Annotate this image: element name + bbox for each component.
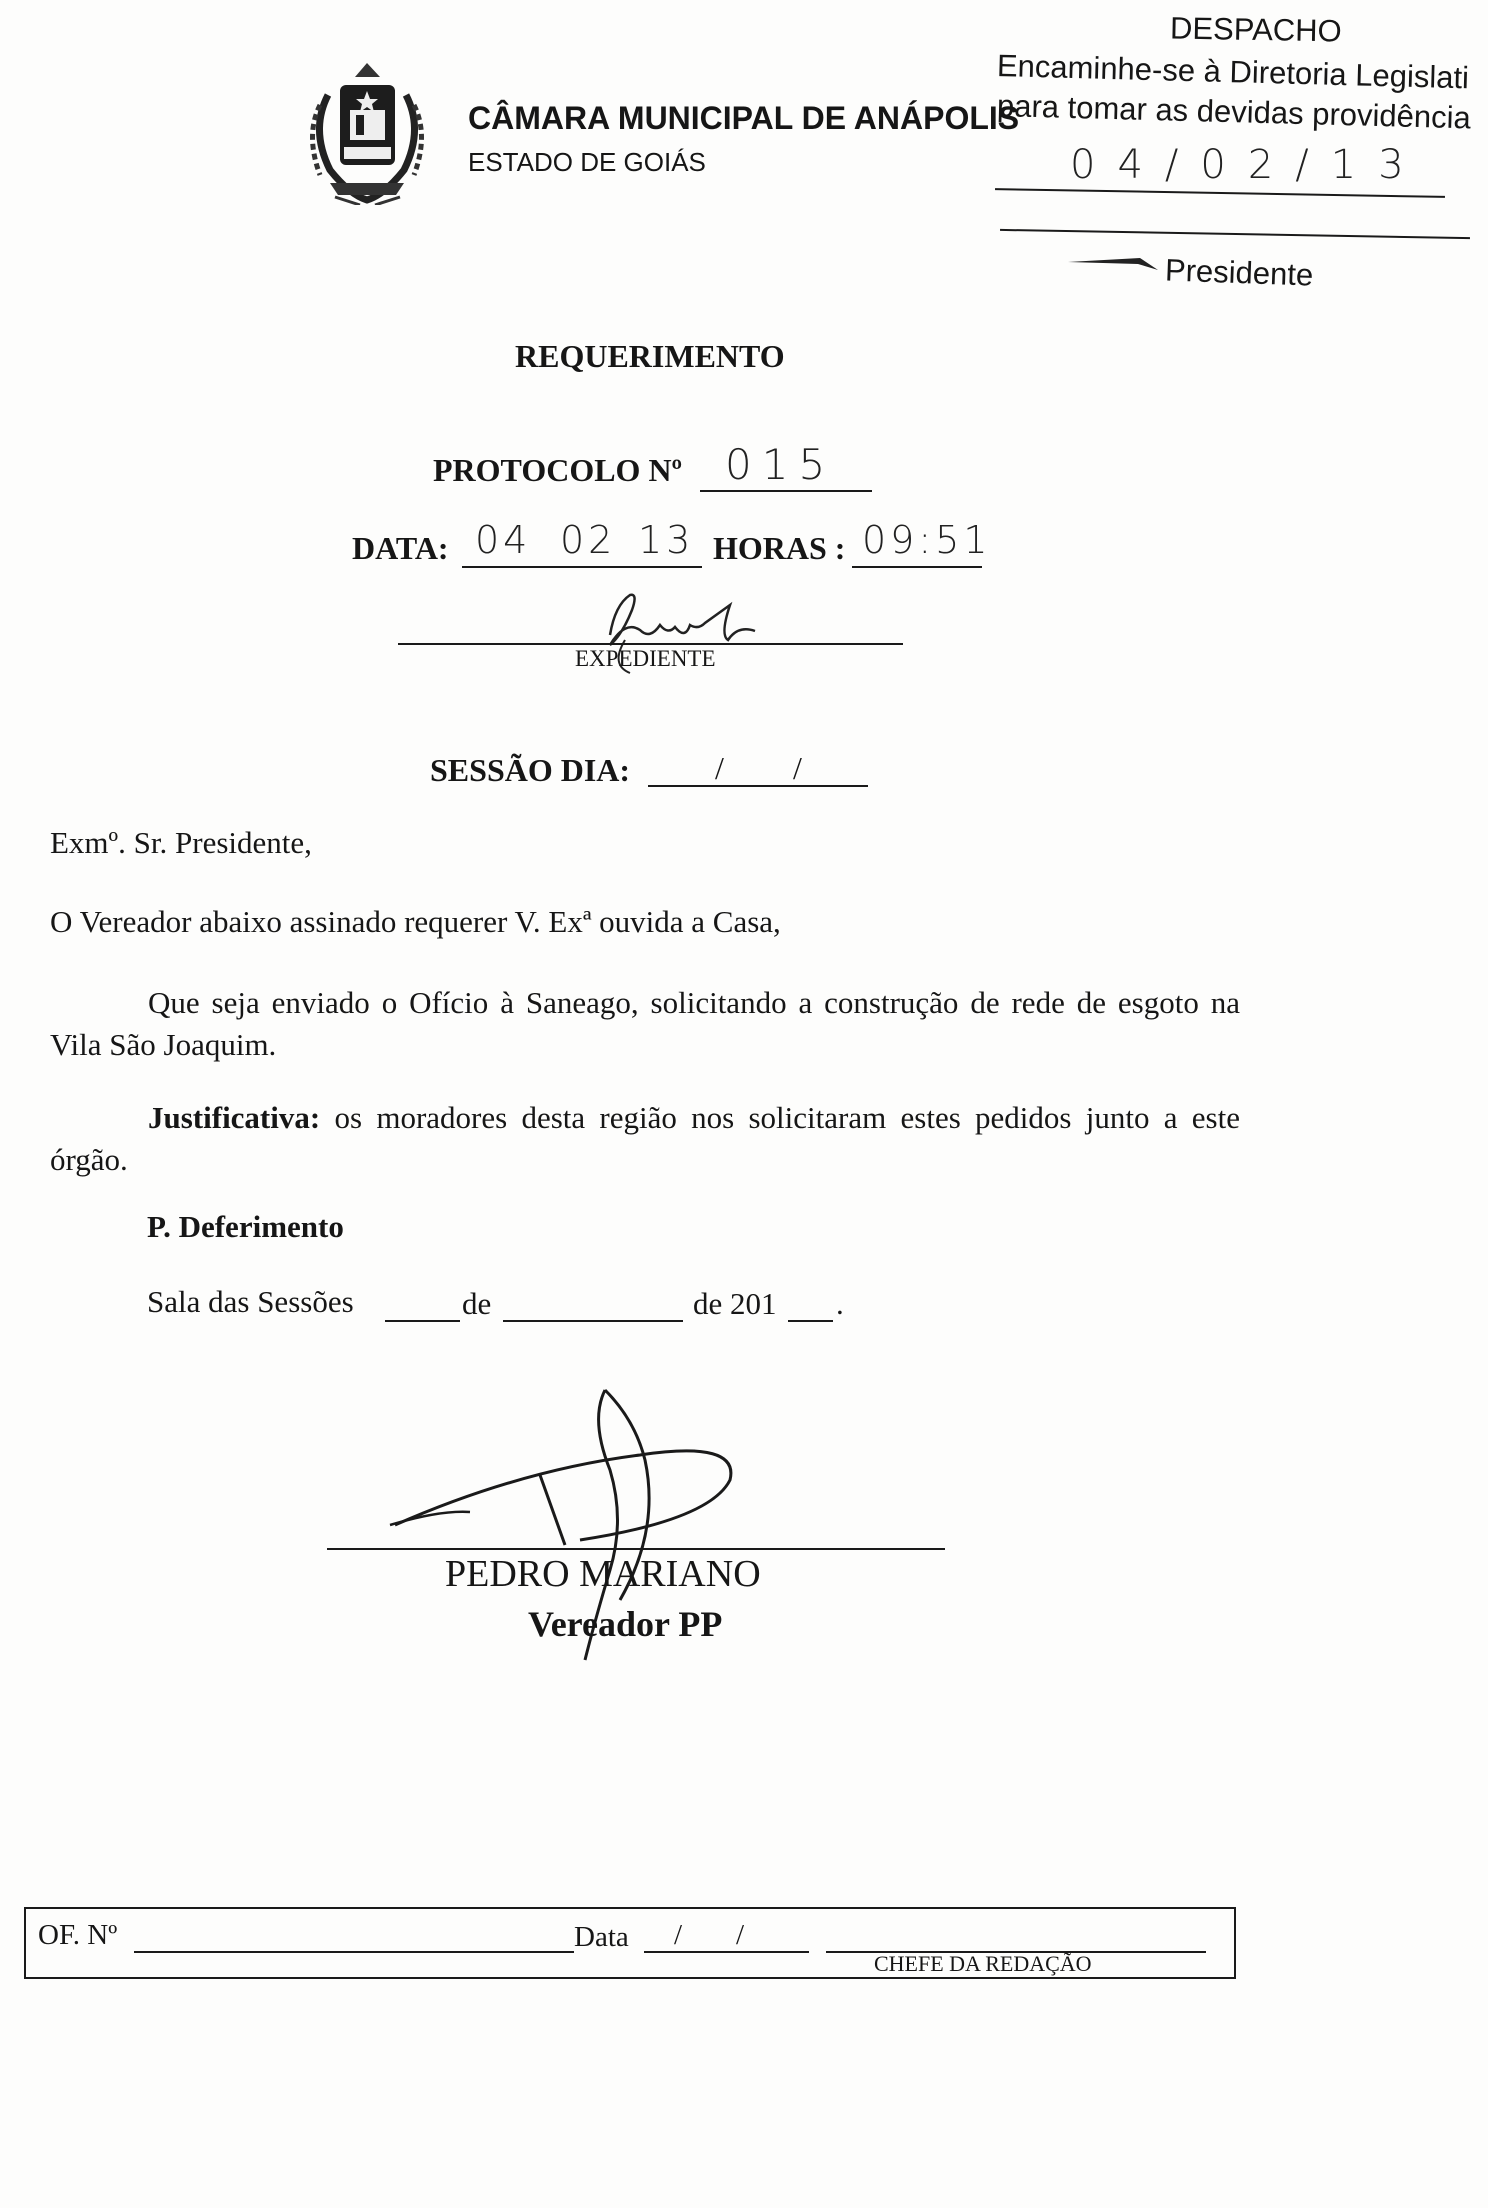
session-line	[648, 785, 868, 787]
despacho-date: 04/02/13	[1070, 142, 1426, 188]
expediente-line	[398, 643, 903, 645]
protocol-line	[700, 490, 872, 492]
of-label: OF. Nº	[38, 1919, 118, 1951]
justification-paragraph	[50, 1097, 1240, 1181]
despacho-line2: para tomar as devidas providência	[996, 88, 1472, 136]
institution-name: CÂMARA MUNICIPAL DE ANÁPOLIS	[468, 100, 1020, 136]
hours-label: HORAS :	[713, 530, 846, 566]
footer-date-line	[644, 1951, 809, 1953]
room-end: .	[836, 1286, 844, 1321]
despacho-line1: Encaminhe-se à Diretoria Legislati	[996, 48, 1470, 96]
of-line	[134, 1951, 574, 1953]
salutation: Exmº. Sr. Presidente,	[50, 825, 312, 860]
chief-label: CHEFE DA REDAÇÃO	[874, 1951, 1092, 1976]
despacho-arrow-icon	[1068, 252, 1158, 279]
state-name: ESTADO DE GOIÁS	[468, 147, 706, 177]
official-letter-box	[24, 1907, 1236, 1979]
closing-text: P. Deferimento	[147, 1209, 344, 1244]
coat-of-arms-icon	[300, 55, 435, 205]
protocol-label: PROTOCOLO Nº	[433, 452, 683, 488]
despacho-title: DESPACHO	[1169, 10, 1342, 49]
room-label: Sala das Sessões	[147, 1284, 354, 1319]
despacho-date-line	[995, 188, 1445, 198]
room-day-line	[385, 1320, 460, 1322]
despacho-sign-line	[1000, 229, 1470, 239]
date-month: 02	[560, 518, 617, 562]
justification-label: Justificativa:	[148, 1100, 321, 1135]
room-de2: de 201	[693, 1286, 777, 1321]
session-label: SESSÃO DIA:	[430, 752, 631, 788]
request-text: Que seja enviado o Ofício à Saneago, solicitando a construção de rede de esgoto na Vila São Joaquim.	[50, 985, 1240, 1062]
room-de1: de	[462, 1286, 492, 1321]
signer-role: Vereador PP	[528, 1604, 723, 1644]
despacho-footer: Presidente	[1164, 252, 1314, 293]
footer-date-sep2: /	[736, 1919, 745, 1951]
session-sep2: /	[793, 750, 802, 786]
expediente-label: EXPEDIENTE	[575, 646, 716, 671]
hours-value: 09:51	[862, 518, 992, 562]
signature-line	[327, 1548, 945, 1550]
document-title: REQUERIMENTO	[515, 338, 785, 374]
date-day: 04	[475, 518, 532, 562]
justification-text: os moradores desta região nos solicitaram estes pedidos junto a este órgão.	[50, 1100, 1240, 1177]
hours-line	[852, 566, 982, 568]
date-year: 13	[638, 518, 695, 562]
signer-name: PEDRO MARIANO	[445, 1553, 761, 1595]
intro-text: O Vereador abaixo assinado requerer V. Exª ouvida a Casa,	[50, 904, 781, 939]
protocol-value: 015	[725, 440, 836, 489]
footer-date-sep1: /	[674, 1919, 683, 1951]
room-year-line	[788, 1320, 833, 1322]
date-label: DATA:	[352, 530, 449, 566]
session-sep1: /	[715, 750, 724, 786]
date-line	[462, 566, 702, 568]
footer-date-label: Data	[574, 1921, 629, 1953]
room-month-line	[503, 1320, 683, 1322]
